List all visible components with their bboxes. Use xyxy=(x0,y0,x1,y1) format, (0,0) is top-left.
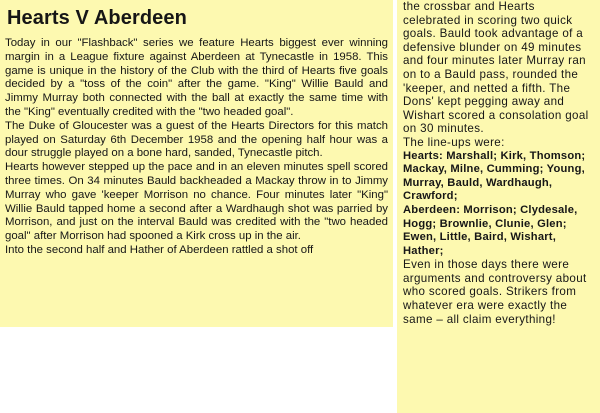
article-paragraph-1: Today in our "Flashback" series we feature Hearts biggest ever winning margin in a League fixture against Aberdeen at Tynecastle in 1958. This game is unique in the history of the Club with the third of Hearts five goals decided by a "toss of the coin" after the game. "King" Willie Bauld and Jimmy Murray both connected with the ball at exactly the same time with the "King" eventually credited with the "two headed goal". xyxy=(5,37,388,118)
article-paragraph-4: Into the second half and Hather of Aberdeen rattled a shot off xyxy=(5,243,314,256)
lineups-intro: The line-ups were: xyxy=(403,135,505,149)
article-column-right xyxy=(397,0,600,413)
article-continuation: the crossbar and Hearts celebrated in scoring two quick goals. Bauld took advantage of a defensive blunder on 49 minutes and four minutes later Murray ran on to a Bauld pass, rounded the 'keeper, and netted a fifth. The Dons' kept pegging away and Wishart scored a consolation goal on 30 minutes. xyxy=(403,0,589,136)
article-paragraph-2: The Duke of Gloucester was a guest of the Hearts Directors for this match played on Saturday 6th December 1958 and the opening half hour was a dour struggle played on a bone hard, sanded, Tynecastle pitch. xyxy=(5,119,388,160)
article-paragraph-3: Hearts however stepped up the pace and in an eleven minutes spell scored three times. On 34 minutes Bauld backheaded a Mackay throw in to Jimmy Murray who gave 'keeper Morrison no chance. Four minutes later "King" Willie Bauld tapped home a second after a Wardhaugh shot was parried by Morrison, and just on the interval Bauld was credited with the "two headed goal" after Morrison had spooned a Kirk cross up in the air. xyxy=(5,161,388,243)
article-closing: Even in those days there were arguments and controversy about who scored goals. Strikers from whatever era were exactly the same – all claim everything! xyxy=(403,258,587,326)
article-title: Hearts V Aberdeen xyxy=(7,7,187,29)
hearts-lineup: Hearts: Marshall; Kirk, Thomson; Mackay, Milne, Cumming; Young, Murray, Bauld, Wardhaugh, Crawford; xyxy=(403,149,586,203)
aberdeen-lineup: Aberdeen: Morrison; Clydesale, Hogg; Brownlie, Clunie, Glen; Ewen, Little, Baird, Wishart, Hather; xyxy=(403,203,578,257)
